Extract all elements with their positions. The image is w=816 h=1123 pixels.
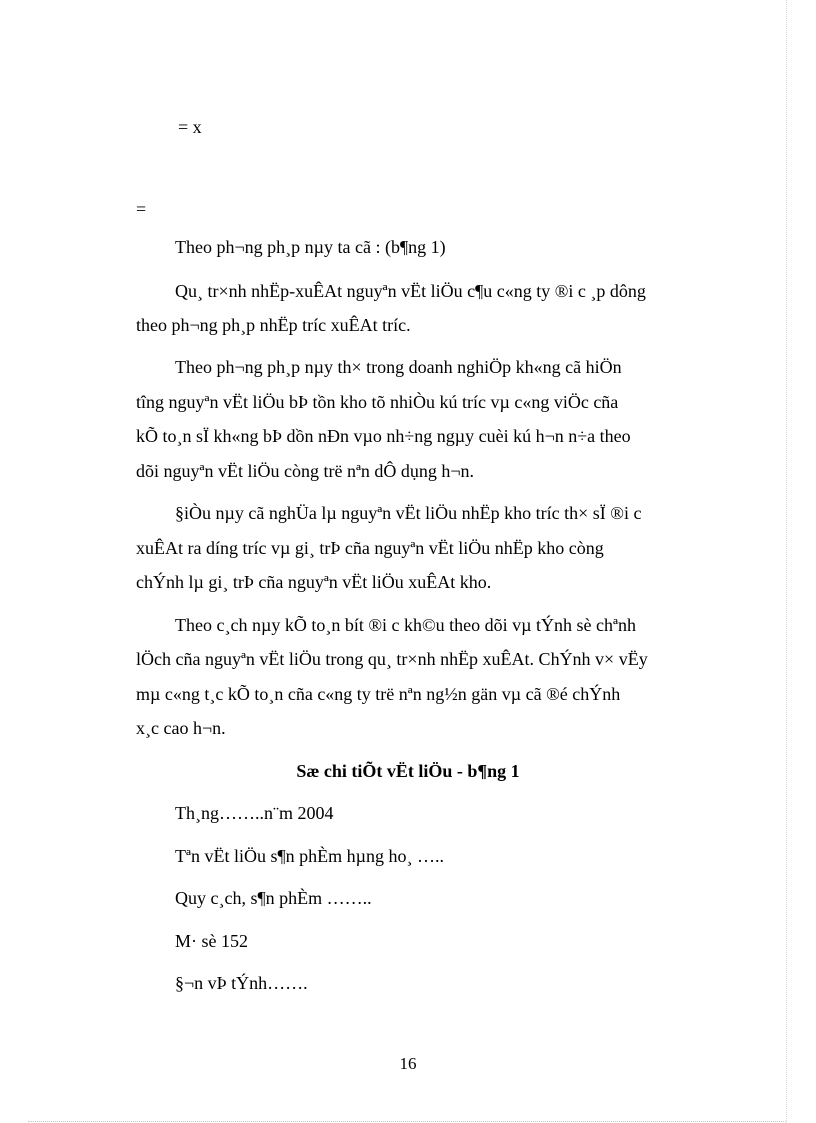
paragraph-2-line-2: theo ph¬ng ph¸p nhËp tríc xuÊAt tríc.	[136, 315, 411, 335]
paragraph-5-line-2: lÖch cña nguyªn vËt liÖu trong qu¸ tr×nh nhËp xuÊAt. ChÝnh v× vËy	[136, 649, 648, 669]
formula-line-equals: =	[136, 199, 147, 219]
paragraph-5-line-4: x¸c cao h¬n.	[136, 718, 226, 738]
paragraph-2-line-1: Qu¸ tr×nh nhËp-xuÊAt nguyªn vËt liÖu c¶u c«ng ty ®i c ¸p dông	[175, 281, 646, 301]
paragraph-5-line-3: mµ c«ng t¸c kÕ to¸n cña c«ng ty trë nªn ng½n gän vµ cã ®é chÝnh	[136, 684, 621, 704]
paragraph-4-line-3: chÝnh lµ gi¸ trÞ cña nguyªn vËt liÖu xuÊAt kho.	[136, 572, 492, 592]
paragraph-3-line-3: kÕ to¸n sÏ kh«ng bÞ dồn nÐn vµo nh÷ng ngµy cuèi kú h¬n n÷a theo	[136, 426, 631, 446]
page-number: 16	[399, 1054, 417, 1073]
paragraph-4-line-1: §iÒu nµy cã nghÜa lµ nguyªn vËt liÖu nhËp kho tríc th× sÏ ®i c	[175, 503, 642, 523]
formula-line-equals-x: = x	[178, 117, 202, 137]
page-right-border	[786, 0, 787, 1123]
paragraph-1: Theo ph¬ng ph¸p nµy ta cã : (b¶ng 1)	[175, 237, 446, 257]
material-name-line: Tªn vËt liÖu s¶n phÈm hµng ho¸ …..	[175, 846, 444, 866]
page-bottom-border	[28, 1121, 786, 1122]
spec-line: Quy c¸ch, s¶n phÈm ……..	[175, 888, 372, 908]
paragraph-5-line-1: Theo c¸ch nµy kÕ to¸n bít ®i c kh©u theo dõi vµ tÝnh sè chªnh	[175, 615, 636, 635]
paragraph-3-line-4: dõi nguyªn vËt liÖu còng trë nªn dÔ dụng h¬n.	[136, 461, 475, 481]
paragraph-3-line-1: Theo ph¬ng ph¸p nµy th× trong doanh nghiÖp kh«ng cã hiÖn	[175, 357, 622, 377]
code-line: M· sè 152	[175, 931, 248, 951]
paragraph-3-line-2: tîng nguyªn vËt liÖu bÞ tồn kho tõ nhiÒu kú tríc vµ c«ng viÖc cña	[136, 392, 619, 412]
unit-line: §¬n vÞ tÝnh…….	[175, 973, 308, 993]
paragraph-4-line-2: xuÊAt ra díng tríc vµ gi¸ trÞ cña nguyªn vËt liÖu nhËp kho còng	[136, 538, 604, 558]
month-line: Th¸ng……..n¨m 2004	[175, 803, 334, 823]
section-title: Sæ chi tiÕt vËt liÖu - b¶ng 1	[296, 761, 520, 781]
